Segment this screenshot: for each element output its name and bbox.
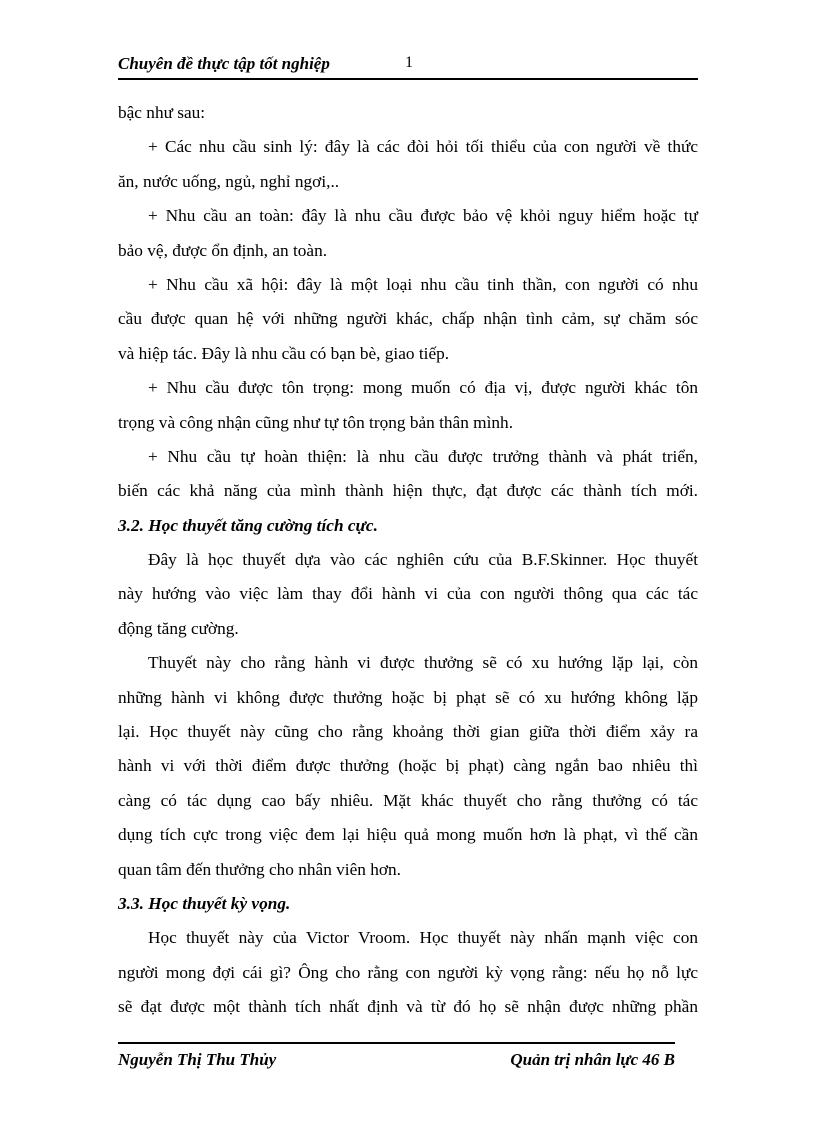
body-line: ăn, nước uống, ngủ, nghỉ ngơi,.. bbox=[118, 171, 340, 191]
body-line: Thuyết này cho rằng hành vi được thưởng sẽ có xu hướng lặp lại, còn bbox=[148, 653, 698, 673]
body-line: này hướng vào việc làm thay đổi hành vi của con người thông qua các tác bbox=[118, 584, 698, 604]
body-line: những hành vi không được thưởng hoặc bị phạt sẽ có xu hướng không lặp bbox=[118, 687, 698, 707]
header-title: Chuyên đề thực tập tốt nghiệp bbox=[118, 54, 330, 73]
body-line: cầu được quan hệ với những người khác, chấp nhận tình cảm, sự chăm sóc bbox=[118, 309, 698, 329]
body-line: + Nhu cầu xã hội: đây là một loại nhu cầu tinh thần, con người có nhu bbox=[148, 274, 698, 294]
body-line: lại. Học thuyết này cũng cho rằng khoảng thời gian giữa thời điểm xảy ra bbox=[118, 722, 698, 742]
page-footer bbox=[118, 1042, 675, 1074]
footer-class: Quản trị nhân lực 46 B bbox=[510, 1050, 675, 1069]
body-line: + Các nhu cầu sinh lý: đây là các đòi hỏi tối thiểu của con người về thức bbox=[148, 137, 698, 157]
body-line: bậc như sau: bbox=[118, 103, 206, 122]
page-header bbox=[118, 52, 698, 80]
body-line: và hiệp tác. Đây là nhu cầu có bạn bè, giao tiếp. bbox=[118, 343, 450, 363]
body-line: sẽ đạt được một thành tích nhất định và từ đó họ sẽ nhận được những phần bbox=[118, 997, 698, 1017]
body-line: dụng tích cực trong việc đem lại hiệu quả mong muốn hơn là phạt, vì thế cần bbox=[118, 825, 698, 845]
body-line: + Nhu cầu được tôn trọng: mong muốn có địa vị, được người khác tôn bbox=[148, 378, 698, 398]
body-line: càng có tác dụng cao bấy nhiêu. Mặt khác thuyết cho rằng thưởng có tác bbox=[118, 790, 698, 810]
body-line: Học thuyết này của Victor Vroom. Học thuyết này nhấn mạnh việc con bbox=[148, 928, 698, 948]
body-line: + Nhu cầu an toàn: đây là nhu cầu được bảo vệ khỏi nguy hiểm hoặc tự bbox=[148, 206, 698, 226]
body-line: Đây là học thuyết dựa vào các nghiên cứu của B.F.Skinner. Học thuyết bbox=[148, 550, 698, 570]
body-line: động tăng cường. bbox=[118, 618, 239, 638]
body-line: quan tâm đến thưởng cho nhân viên hơn. bbox=[118, 859, 401, 879]
body-line: trọng và công nhận cũng như tự tôn trọng bản thân mình. bbox=[118, 412, 514, 432]
body-line: bảo vệ, được ổn định, an toàn. bbox=[118, 240, 328, 260]
section-heading-3-3: 3.3. Học thuyết kỳ vọng. bbox=[118, 893, 291, 913]
body-line: + Nhu cầu tự hoàn thiện: là nhu cầu được trưởng thành và phát triển, bbox=[148, 446, 698, 466]
footer-author: Nguyễn Thị Thu Thủy bbox=[118, 1050, 277, 1069]
document-body bbox=[118, 96, 698, 1025]
page-number: 1 bbox=[405, 54, 413, 71]
section-heading-3-2: 3.2. Học thuyết tăng cường tích cực. bbox=[118, 515, 378, 535]
body-line: biến các khả năng của mình thành hiện thực, đạt được các thành tích mới. bbox=[118, 481, 698, 501]
body-line: hành vi với thời điểm được thưởng (hoặc bị phạt) càng ngắn bao nhiêu thì bbox=[118, 756, 698, 776]
body-line: người mong đợi cái gì? Ông cho rằng con người kỳ vọng rằng: nếu họ nỗ lực bbox=[118, 962, 698, 982]
